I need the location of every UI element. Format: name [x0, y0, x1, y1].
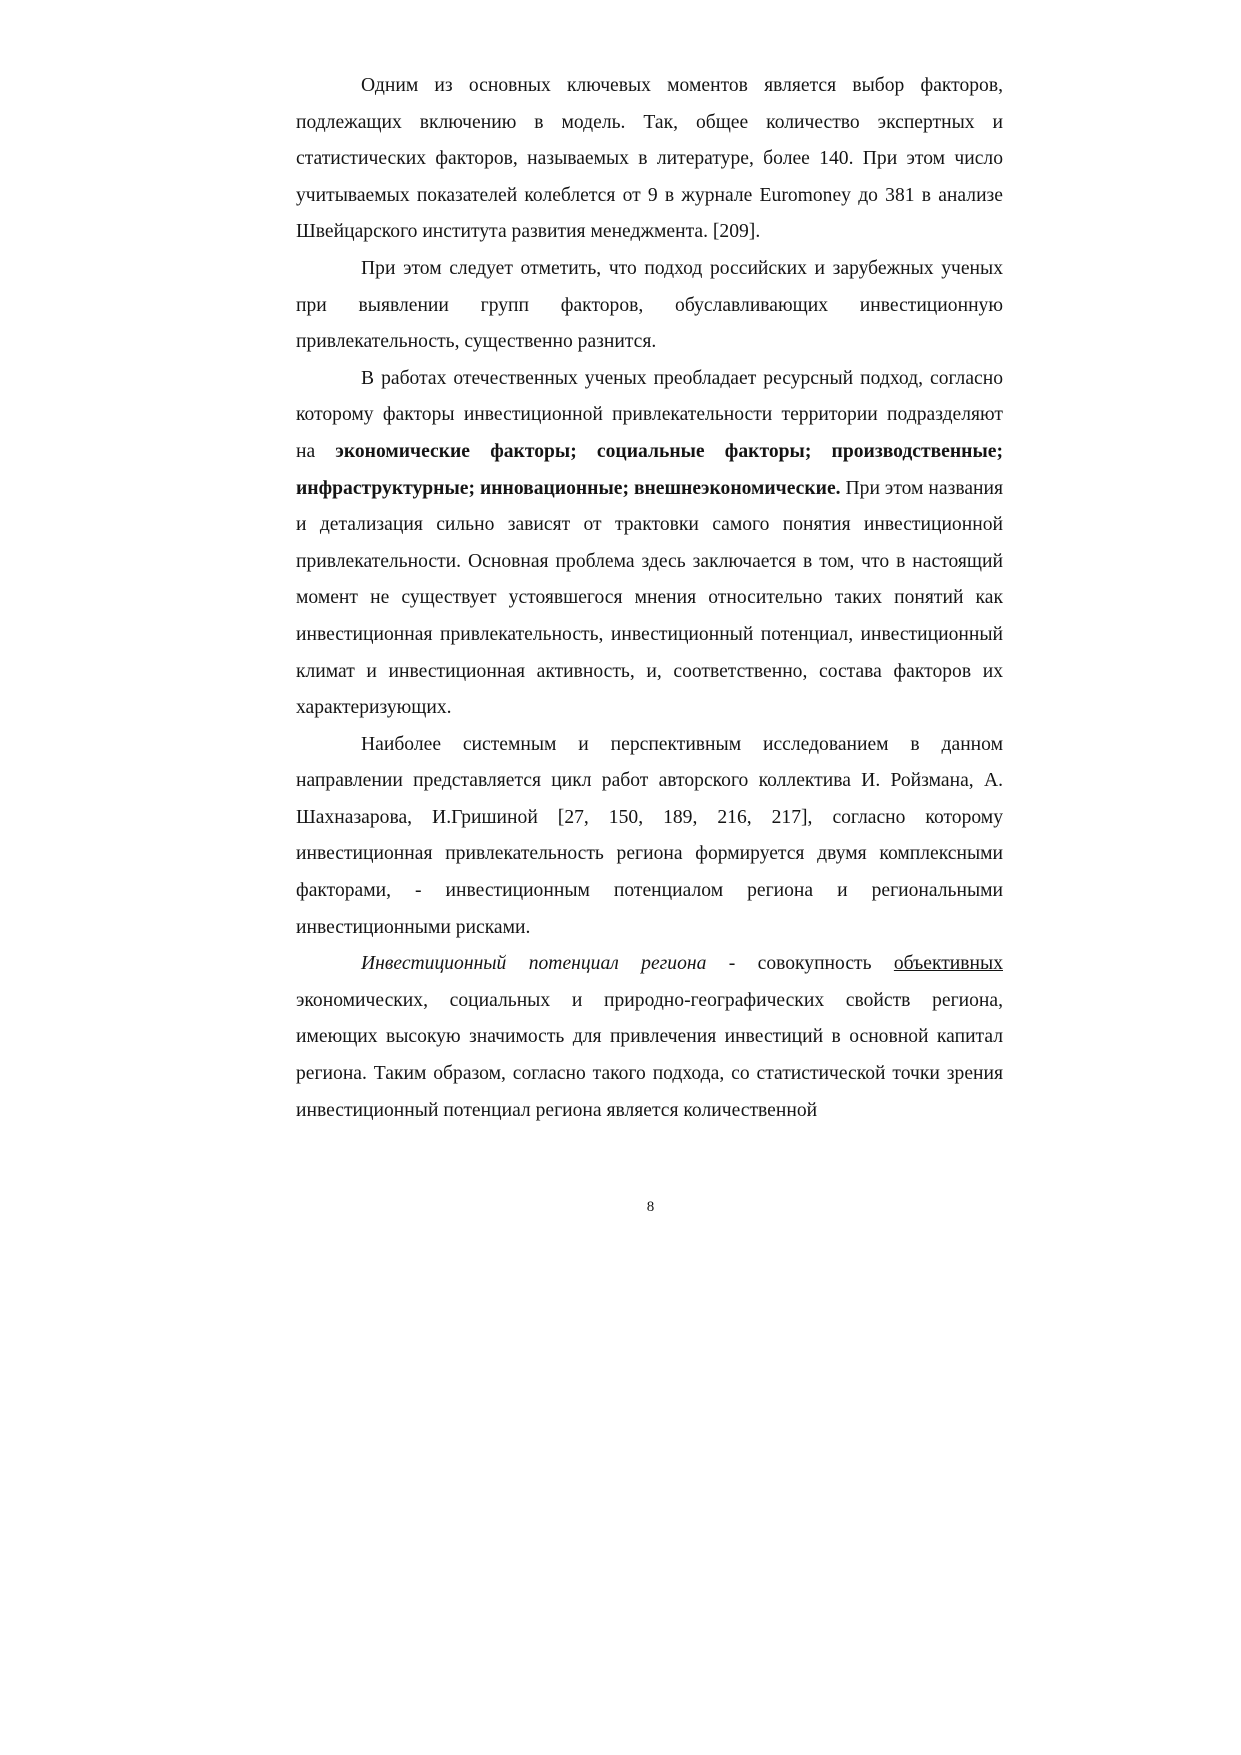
paragraph-factor-selection: Одним из основных ключевых моментов является выбор факторов, подлежащих включению в модель. Так, общее количество экспертных и статистических факторов, называемых в литературе, более 140. При этом число учитываемых показателей колеблется от 9 в журнале Euromoney до 381 в анализе Швейцарского института развития менеджмента. [209]. — [296, 75, 1003, 243]
paragraph-systemic-research: Наиболее системным и перспективным исследованием в данном направлении представляется цикл работ авторского коллектива И. Ройзмана, А. Шахназарова, И.Гришиной [27, 150, 189, 216, 217], согласно которому инвестиционная привлекательность региона формируется двумя комплексными факторами, - инвестиционным потенциалом региона и региональными инвестиционными рисками. — [296, 733, 1003, 938]
document-page — [296, 68, 1003, 1129]
paragraph-approach-differences: При этом следует отметить, что подход российских и зарубежных ученых при выявлении групп факторов, обуславливающих инвестиционную привлекательность, существенно разнится. — [296, 257, 1003, 353]
definition-connector: - совокупность — [706, 953, 894, 975]
term-investment-potential: Инвестиционный потенциал региона — [361, 953, 707, 975]
underlined-objective: объективных — [893, 953, 1003, 975]
paragraph-investment-potential — [296, 946, 1003, 1129]
resource-approach-intro: В работах отечественных ученых преобладает ресурсный подход, согласно которому факторы инвестиционной привлекательности территории подразделяют на — [296, 367, 1003, 462]
page-number — [0, 1197, 1241, 1217]
resource-approach-rest: При этом названия и детализация сильно зависят от трактовки самого понятия инвестиционной привлекательности. Основная проблема здесь заключается в том, что в настоящий момент не существует устоявшегося мнения относительно таких понятий как инвестиционная привлекательность, инвестиционный потенциал, инвестиционный климат и инвестиционная активность, и, соответственно, состава факторов их характеризующих. — [296, 477, 1004, 719]
paragraph-resource-approach — [296, 361, 1003, 727]
definition-rest: экономических, социальных и природно-географических свойств региона, имеющих высокую значимость для привлечения инвестиций в основной капитал региона. Таким образом, согласно такого подхода, со статистической точки зрения инвестиционный потенциал региона является количественной — [296, 989, 1003, 1121]
factor-groups-bold: экономические факторы; социальные факторы; производственные; инфраструктурные; инновационные; внешнеэкономические. — [296, 440, 1003, 499]
page-number-value: 8 — [646, 1199, 655, 1215]
